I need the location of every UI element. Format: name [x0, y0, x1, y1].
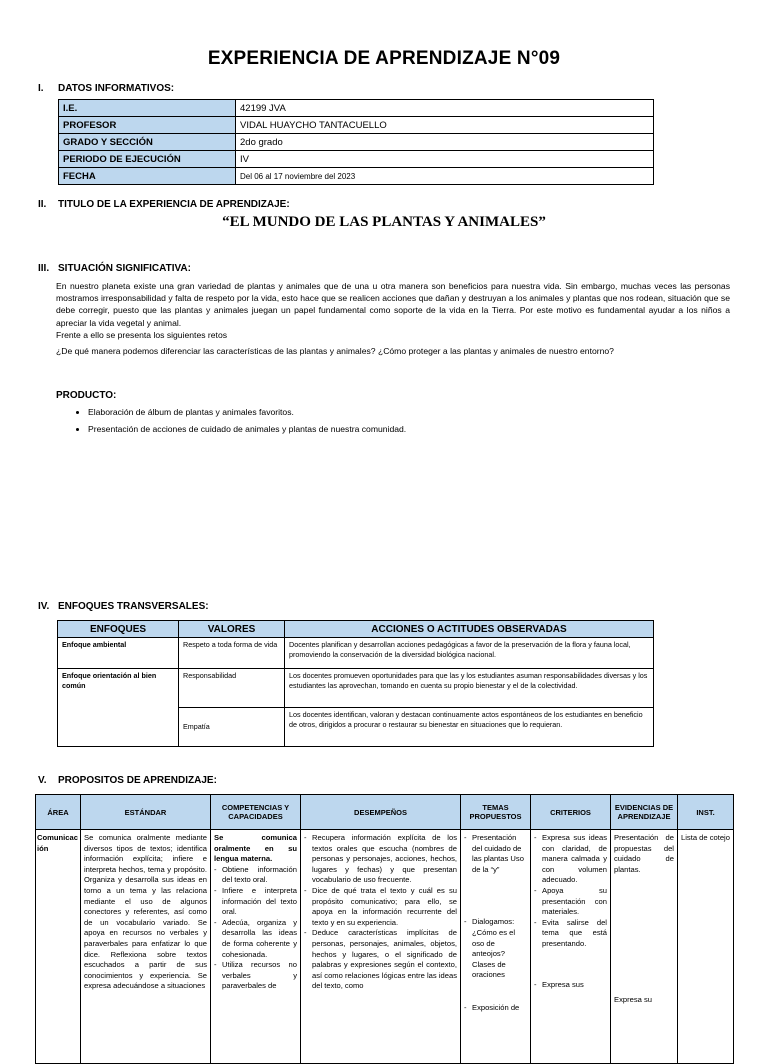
page-title: EXPERIENCIA DE APRENDIZAJE N°09	[207, 48, 561, 69]
datos-label: GRADO Y SECCIÓN	[59, 134, 236, 151]
list-item: - Utiliza recursos no verbales y paraverbales de	[222, 960, 297, 992]
table-row	[58, 638, 654, 669]
datos-value: Del 06 al 17 noviembre del 2023	[236, 168, 654, 185]
list-item: - Dialogamos: ¿Cómo es el oso de anteojos? Clases de oraciones	[472, 917, 527, 981]
list-item: - Recupera información explícita de los textos orales que escucha (nombres de personas y personajes, acciones, hechos, lugares y fechas) y que presentan vocabulario de uso frecuente.	[312, 833, 457, 886]
column-header: TEMAS PROPUESTOS	[461, 795, 531, 830]
criterios-cell	[531, 830, 611, 1064]
inst-cell: Lista de cotejo	[678, 830, 734, 1064]
datos-value: VIDAL HUAYCHO TANTACUELLO	[236, 117, 654, 134]
table-row	[36, 830, 734, 1064]
column-header: COMPETENCIAS Y CAPACIDADES	[211, 795, 301, 830]
list-item: - Evita salirse del tema que está presentando.	[542, 918, 607, 950]
section-label: SITUACIÓN SIGNIFICATIVA:	[58, 263, 191, 274]
list-item: - Obtiene información del texto oral.	[222, 865, 297, 886]
datos-label: I.E.	[59, 100, 236, 117]
section-number: IV.	[38, 601, 50, 612]
datos-label: PERIODO DE EJECUCIÓN	[59, 151, 236, 168]
capacidades-list	[214, 865, 297, 992]
datos-value: 2do grado	[236, 134, 654, 151]
list-item: - Deduce características implícitas de personas, personajes, animales, objetos, hechos y lugares, o el significado de palabras y expresiones según el contexto, así como relaciones lógicas entre las ideas del texto, como	[312, 928, 457, 992]
list-item: - Presentación del cuidado de las plantas Uso de la “y”	[472, 833, 527, 875]
list-item: - Adecúa, organiza y desarrolla las ideas de forma coherente y cohesionada.	[222, 918, 297, 960]
column-header: ÁREA	[36, 795, 81, 830]
table-row	[59, 168, 654, 185]
list-item: - Exposición de	[472, 1003, 527, 1014]
producto-list	[76, 404, 406, 438]
table-row	[59, 117, 654, 134]
list-item: - Expresa sus ideas con claridad, de manera calmada y con volumen adecuado.	[542, 833, 607, 886]
column-header: ESTÁNDAR	[81, 795, 211, 830]
evidencia-text: Presentación de propuestas del cuidado de plantas.	[614, 833, 674, 874]
enfoques-table	[57, 620, 654, 747]
area-cell: Comunicación	[36, 830, 81, 1064]
enfoque-cell: Enfoque orientación al bien común	[58, 669, 179, 747]
estandar-cell: Se comunica oralmente mediante diversos tipos de textos; identifica información explícita; infiere e interpreta hechos, tema y propósito. Organiza y desarrolla sus ideas en torno a un tema y las relaciona mediante el uso de algunos conectores y referentes, así como de un vocabulario variado. Se apoya en recursos no verbales y paraverbales para enfatizar lo que dice. Reflexiona sobre textos escuchados a partir de sus conocimientos y experiencia. Se expresa adecuándose a situaciones	[81, 830, 211, 1064]
list-item: - Expresa sus	[542, 980, 607, 991]
column-header: CRITERIOS	[531, 795, 611, 830]
section-heading-3	[38, 263, 191, 274]
evidencias-cell	[611, 830, 678, 1064]
datos-label: PROFESOR	[59, 117, 236, 134]
table-header-row	[36, 795, 734, 830]
desempenos-cell	[301, 830, 461, 1064]
section-label: TITULO DE LA EXPERIENCIA DE APRENDIZAJE:	[58, 199, 290, 210]
section-heading-4	[38, 601, 209, 612]
section-number: V.	[38, 775, 47, 786]
datos-value: 42199 JVA	[236, 100, 654, 117]
situacion-paragraph: Frente a ello se presenta los siguientes retos	[56, 329, 228, 340]
situacion-paragraph: En nuestro planeta existe una gran variedad de plantas y animales que de una u otra manera son beneficios para nuestra vida. Sin embargo, muchas veces las personas mostramos irresponsabilidad y falta de respeto por la vida, esto hace que se realicen acciones que dañan y destruyan a los animales y plantas que nos rodean, situación que se debe corregir, puesto que las plantas y animales juegan un papel fundamental como soporte de la vida en la Tierra. Por este motivo es fundamental ayudar a los niños a apreciar la vida vegetal y animal.	[56, 281, 730, 328]
accion-cell: Docentes planifican y desarrollan acciones pedagógicas a favor de la preservación de la flora y fauna local, promoviendo la conservación de la diversidad biológica nacional.	[285, 638, 654, 669]
table-row	[58, 669, 654, 708]
section-label: PROPOSITOS DE APRENDIZAJE:	[58, 775, 217, 786]
table-header-row	[58, 621, 654, 638]
section-heading-1	[38, 83, 174, 94]
datos-value: IV	[236, 151, 654, 168]
evidencia-text: Expresa su	[614, 995, 652, 1005]
section-label: DATOS INFORMATIVOS:	[58, 83, 175, 94]
valor-cell: Respeto a toda forma de vida	[179, 638, 285, 669]
datos-table	[58, 99, 654, 185]
experience-title: “EL MUNDO DE LAS PLANTAS Y ANIMALES”	[222, 214, 546, 230]
valor-cell: Responsabilidad	[179, 669, 285, 708]
criterios-list	[534, 833, 607, 990]
column-header: ACCIONES O ACTITUDES OBSERVADAS	[285, 621, 654, 638]
list-item: - Dice de qué trata el texto y cuál es su propósito comunicativo; para ello, se apoya en la información recurrente del texto y en su experiencia.	[312, 886, 457, 928]
accion-cell: Los docentes promueven oportunidades para que las y los estudiantes asuman responsabilidades diversas y los estudiantes las aprovechan, tomando en cuenta su propio bienestar y el de la colectividad.	[285, 669, 654, 708]
temas-list	[464, 833, 527, 1014]
column-header: VALORES	[179, 621, 285, 638]
accion-cell: Los docentes identifican, valoran y destacan continuamente actos espontáneos de los estudiantes en beneficio de otros, dirigidos a procurar o restaurar su bienestar en situaciones que lo requieran.	[285, 708, 654, 747]
section-number: III.	[38, 263, 50, 274]
situacion-text	[56, 280, 730, 357]
situacion-question: ¿De qué manera podemos diferenciar las características de las plantas y animales? ¿Cómo proteger a las plantas y animales de nuestro entorno?	[56, 346, 614, 357]
valor-cell: Empatía	[179, 708, 285, 747]
list-item: - Infiere e interpreta información del texto oral.	[222, 886, 297, 918]
section-label: ENFOQUES TRANSVERSALES:	[58, 601, 209, 612]
column-header: DESEMPEÑOS	[301, 795, 461, 830]
desempenos-list	[304, 833, 457, 992]
datos-label: FECHA	[59, 168, 236, 185]
column-header: INST.	[678, 795, 734, 830]
temas-cell	[461, 830, 531, 1064]
table-row	[59, 134, 654, 151]
enfoque-cell: Enfoque ambiental	[58, 638, 179, 669]
list-item: • Elaboración de álbum de plantas y animales favoritos.	[88, 404, 406, 421]
list-item: - Apoya su presentación con materiales.	[542, 886, 607, 918]
section-heading-5	[38, 775, 217, 786]
competencia-title: Se comunica oralmente en su lengua materna.	[214, 833, 297, 864]
section-number: I.	[38, 83, 44, 94]
table-row	[59, 151, 654, 168]
section-number: II.	[38, 199, 47, 210]
column-header: ENFOQUES	[58, 621, 179, 638]
column-header: EVIDENCIAS DE APRENDIZAJE	[611, 795, 678, 830]
competencias-cell	[211, 830, 301, 1064]
list-item: • Presentación de acciones de cuidado de animales y plantas de nuestra comunidad.	[88, 421, 406, 438]
table-row	[59, 100, 654, 117]
producto-title: PRODUCTO:	[56, 390, 117, 401]
section-heading-2	[38, 199, 290, 210]
